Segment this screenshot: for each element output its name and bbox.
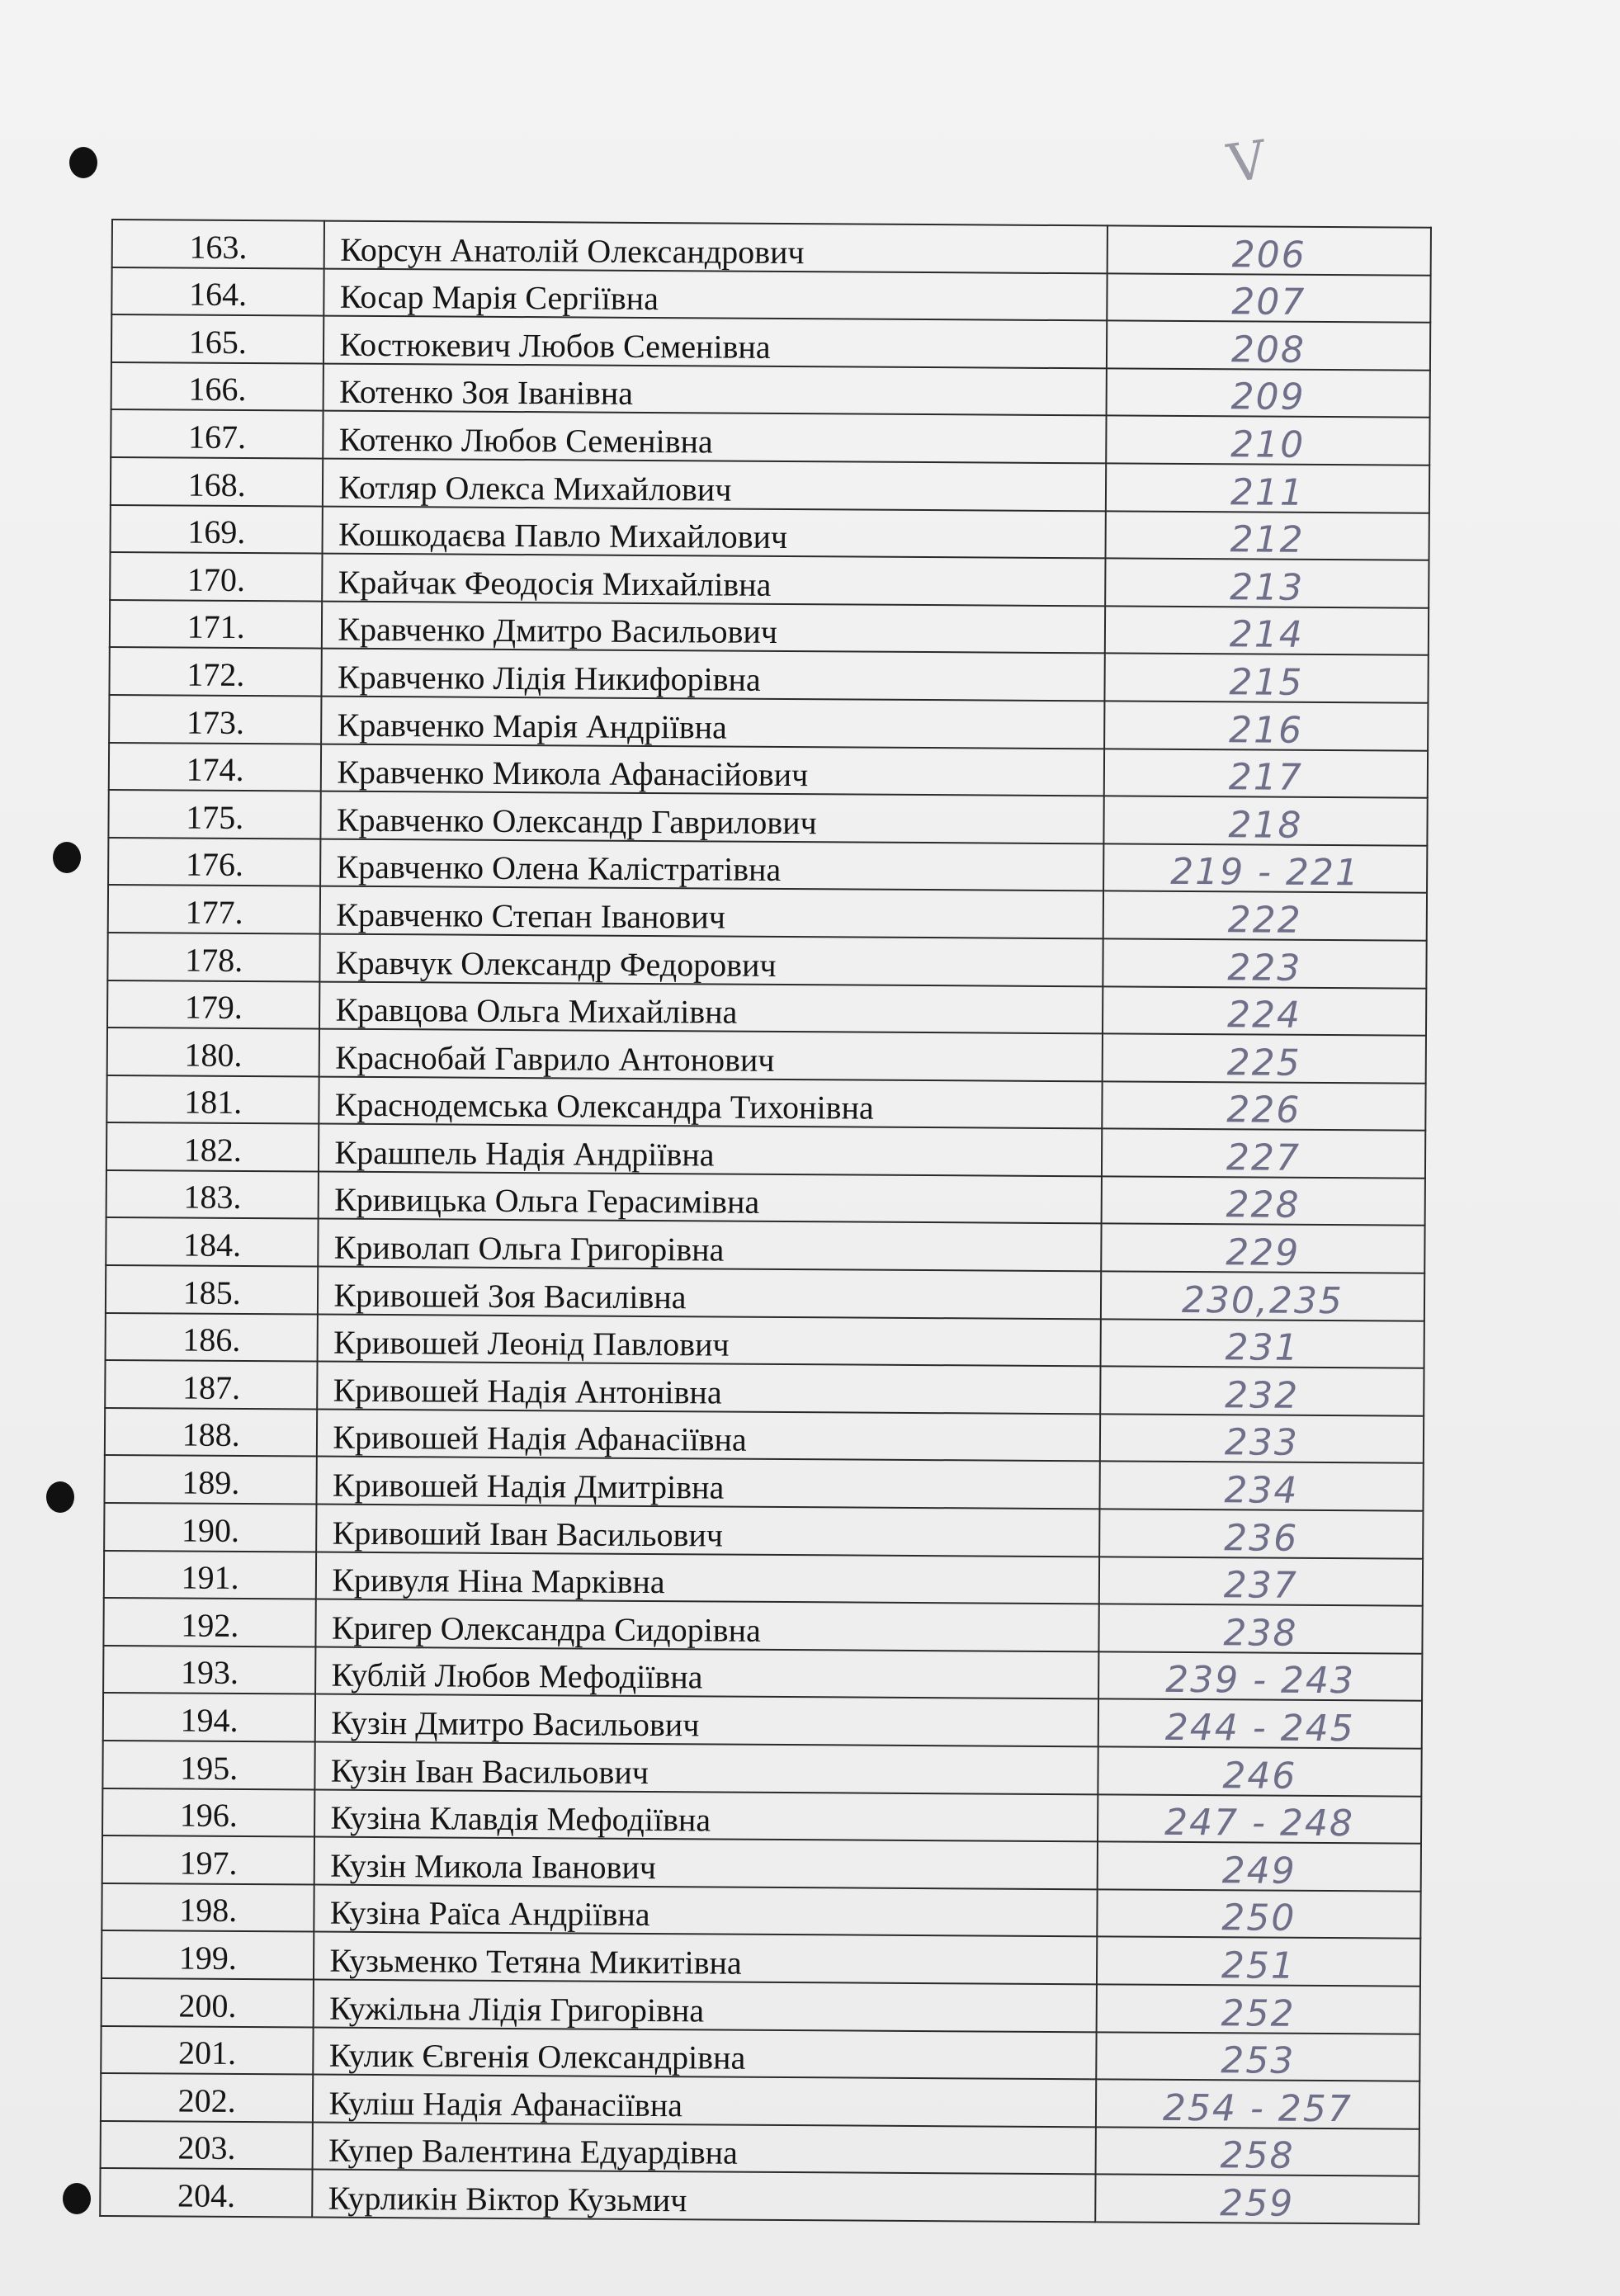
table-row [106, 1217, 1424, 1273]
page-reference: 225 [1102, 1033, 1426, 1083]
row-number: 181. [106, 1075, 319, 1124]
person-name: Кужільна Лідія Григорівна [314, 1980, 1097, 2032]
row-number: 187. [105, 1360, 318, 1409]
table-body [100, 220, 1431, 2224]
row-number: 180. [107, 1028, 320, 1076]
page-reference: 212 [1105, 511, 1429, 560]
page-reference: 206 [1107, 225, 1431, 275]
row-number: 195. [102, 1741, 315, 1789]
row-number: 204. [100, 2168, 313, 2217]
person-name: Кривошей Зоя Василівна [318, 1267, 1101, 1319]
person-name: Криволап Ольга Григорівна [319, 1219, 1102, 1271]
person-name: Кулик Євгенія Олександрівна [314, 2027, 1097, 2079]
person-name: Котенко Любов Семенівна [324, 411, 1107, 463]
row-number: 194. [103, 1693, 316, 1741]
page-reference: 222 [1103, 891, 1428, 941]
row-number: 190. [104, 1503, 317, 1552]
page-reference: 249 [1097, 1842, 1421, 1892]
punch-hole [69, 147, 97, 178]
row-number: 203. [101, 2121, 314, 2170]
page-reference: 223 [1103, 938, 1427, 988]
person-name: Кузін Микола Іванович [314, 1837, 1098, 1889]
person-name: Краснодемська Олександра Тихонівна [319, 1076, 1103, 1128]
person-name: Косар Марія Сергіївна [324, 268, 1108, 320]
row-number: 197. [102, 1835, 315, 1884]
person-name: Кузіна Раїса Андріївна [314, 1884, 1098, 1936]
page-reference: 239 - 243 [1098, 1651, 1423, 1701]
row-number: 191. [104, 1551, 317, 1599]
row-number: 200. [102, 1978, 314, 2027]
person-name: Кравченко Лідія Никифорівна [322, 649, 1105, 701]
page-reference: 227 [1102, 1129, 1426, 1179]
row-number: 173. [109, 695, 322, 744]
row-number: 163. [112, 220, 325, 268]
page-reference: 218 [1103, 796, 1428, 845]
row-number: 177. [108, 885, 321, 933]
page-reference: 234 [1099, 1462, 1424, 1511]
row-number: 176. [108, 838, 321, 886]
page-reference: 224 [1103, 986, 1427, 1036]
table-row [102, 1930, 1420, 1986]
page-reference: 208 [1107, 321, 1431, 371]
row-number: 201. [101, 2026, 314, 2075]
page-reference: 216 [1104, 701, 1429, 750]
row-number: 199. [102, 1930, 314, 1979]
page-reference: 246 [1098, 1746, 1422, 1796]
page-reference: 211 [1106, 463, 1430, 513]
person-name: Кравченко Степан Іванович [320, 886, 1103, 938]
table-row [111, 409, 1429, 465]
page-reference: 252 [1096, 1984, 1420, 2034]
row-number: 179. [107, 980, 320, 1028]
row-number: 170. [110, 552, 323, 601]
row-number: 174. [109, 743, 322, 791]
row-number: 189. [104, 1455, 317, 1504]
person-name: Кригер Олександра Сидорівна [316, 1599, 1099, 1651]
person-name: Кривошей Надія Афанасіївна [317, 1409, 1100, 1461]
row-number: 198. [102, 1883, 314, 1932]
person-name: Кривошей Надія Антонівна [318, 1362, 1101, 1414]
person-name: Кузіна Клавдія Мефодіївна [314, 1789, 1098, 1841]
row-number: 186. [106, 1313, 319, 1362]
person-name: Кравчук Олександр Федорович [320, 933, 1103, 985]
punch-hole [46, 1481, 74, 1513]
person-name: Кублій Любов Мефодіївна [315, 1646, 1098, 1698]
page-reference: 259 [1095, 2175, 1419, 2224]
corner-mark: V [1224, 130, 1271, 196]
row-number: 169. [111, 505, 324, 554]
page-reference: 213 [1105, 559, 1429, 608]
table-row [103, 1693, 1422, 1748]
page-reference: 254 - 257 [1096, 2079, 1420, 2128]
row-number: 175. [108, 790, 321, 839]
row-number: 183. [106, 1170, 319, 1219]
person-name: Котляр Олекса Михайлович [323, 459, 1106, 511]
person-name: Крайчак Феодосія Михайлівна [323, 554, 1106, 606]
row-number: 165. [111, 314, 324, 363]
page-reference: 207 [1107, 273, 1431, 323]
person-name: Кравченко Олена Калістратівна [320, 839, 1103, 891]
name-register-table [99, 219, 1432, 2225]
page-reference: 214 [1105, 606, 1429, 655]
page-reference: 229 [1101, 1224, 1425, 1273]
page-reference: 247 - 248 [1098, 1794, 1422, 1844]
person-name: Краснобай Гаврило Антонович [319, 1029, 1103, 1081]
row-number: 184. [106, 1217, 319, 1266]
page-reference: 253 [1096, 2032, 1420, 2081]
punch-hole [53, 842, 81, 873]
table-row [103, 1598, 1422, 1653]
page-reference: 251 [1097, 1937, 1421, 1987]
person-name: Кривоший Іван Васильович [317, 1505, 1100, 1557]
row-number: 185. [106, 1265, 319, 1314]
page-reference: 232 [1100, 1367, 1424, 1416]
page-reference: 258 [1095, 2127, 1419, 2176]
page-reference: 210 [1106, 416, 1430, 465]
table-row [106, 1122, 1425, 1178]
row-number: 193. [103, 1646, 316, 1694]
row-number: 167. [111, 409, 324, 458]
person-name: Курликін Віктор Кузьмич [313, 2170, 1096, 2222]
person-name: Корсун Анатолій Олександрович [324, 221, 1108, 273]
page-reference: 237 [1099, 1557, 1424, 1606]
page-reference: 226 [1102, 1081, 1426, 1131]
person-name: Купер Валентина Едуардівна [313, 2122, 1096, 2174]
person-name: Кошкодаєва Павло Михайлович [323, 506, 1106, 558]
person-name: Костюкевич Любов Семенівна [324, 316, 1107, 368]
person-name: Кривуля Ніна Марківна [316, 1552, 1099, 1604]
page-reference: 209 [1106, 368, 1430, 418]
person-name: Котенко Зоя Іванівна [324, 363, 1107, 415]
row-number: 166. [111, 362, 324, 411]
table-row [112, 220, 1431, 275]
page-reference: 217 [1104, 749, 1429, 798]
table-row [104, 1455, 1423, 1510]
page-reference: 228 [1101, 1176, 1425, 1226]
person-name: Кравченко Микола Афанасійович [321, 744, 1104, 796]
punch-hole [63, 2183, 91, 2214]
row-number: 188. [105, 1408, 318, 1457]
person-name: Куліш Надія Афанасіївна [313, 2075, 1096, 2127]
table-row [105, 1360, 1424, 1415]
page-reference: 250 [1097, 1889, 1421, 1939]
page-reference: 215 [1104, 654, 1429, 703]
person-name: Кравцова Ольга Михайлівна [319, 981, 1103, 1033]
row-number: 182. [106, 1122, 319, 1171]
person-name: Кузін Дмитро Васильович [315, 1694, 1098, 1746]
table-row [108, 885, 1427, 940]
row-number: 202. [101, 2073, 314, 2122]
person-name: Кривошей Леонід Павлович [318, 1314, 1101, 1366]
page-reference: 238 [1098, 1604, 1423, 1654]
row-number: 172. [109, 647, 322, 696]
table-row [100, 2168, 1419, 2223]
person-name: Кузьменко Тетяна Микитівна [314, 1932, 1097, 1984]
page-reference: 236 [1099, 1509, 1424, 1558]
row-number: 192. [103, 1598, 316, 1646]
row-number: 164. [111, 267, 324, 316]
row-number: 168. [111, 457, 324, 506]
table-row [109, 647, 1428, 702]
page-reference: 219 - 221 [1103, 843, 1428, 893]
person-name: Кузін Іван Васильович [315, 1742, 1098, 1794]
row-number: 178. [107, 933, 320, 981]
page-reference: 230,235 [1101, 1271, 1425, 1320]
page-reference: 233 [1100, 1414, 1424, 1463]
person-name: Кривошей Надія Дмитрівна [317, 1457, 1100, 1509]
page-reference: 244 - 245 [1098, 1699, 1423, 1749]
person-name: Кривицька Ольга Герасимівна [319, 1171, 1102, 1223]
person-name: Кравченко Марія Андріївна [321, 697, 1104, 749]
person-name: Кравченко Олександр Гаврилович [321, 791, 1104, 843]
row-number: 196. [102, 1788, 315, 1837]
page-reference: 231 [1100, 1319, 1424, 1368]
person-name: Крашпель Надія Андріївна [319, 1124, 1102, 1176]
person-name: Кравченко Дмитро Васильович [322, 601, 1105, 653]
row-number: 171. [110, 600, 323, 649]
